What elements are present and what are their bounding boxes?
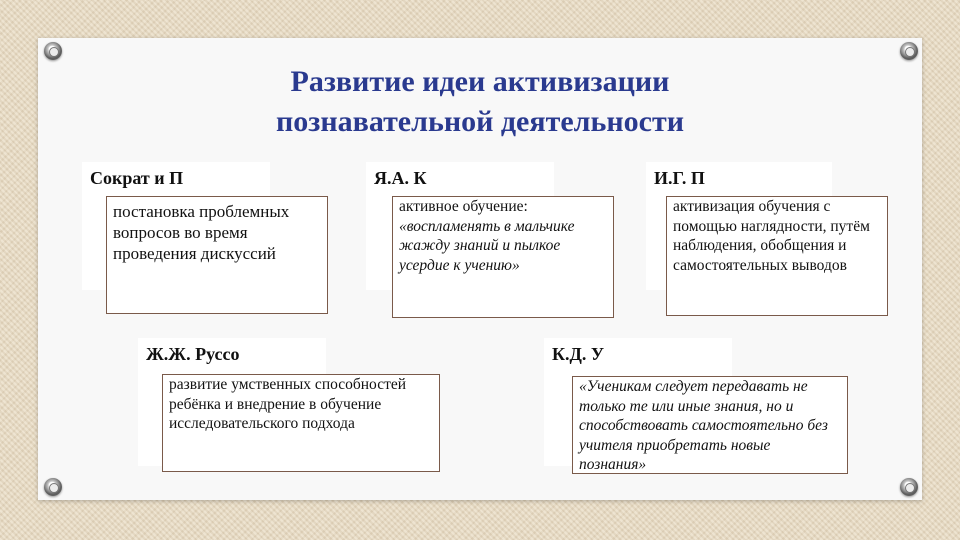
description-box-komensky [392, 196, 614, 318]
title-line-2: познавательной деятельности [276, 105, 684, 138]
description-box-pestalozzi [666, 196, 888, 316]
name-label: Я.А. К [374, 168, 427, 188]
name-label: К.Д. У [552, 344, 605, 364]
description-text: активизация обучения с помощью наглядности, путём наблюдения, обобщения и самостоятельных выводов [673, 198, 870, 274]
description-quote: «Ученикам следует передавать не только те или иные знания, но и способствовать самостоятельно без учителя приобретать новые познания» [579, 378, 828, 473]
description-text: постановка проблемных вопросов во время проведения дискуссий [113, 202, 290, 263]
name-label: Сократ и П [90, 168, 184, 188]
pin-icon [44, 42, 62, 60]
slide-title [130, 62, 830, 142]
description-text: развитие умственных способностей ребёнка и внедрение в обучение исследовательского подхода [169, 376, 407, 432]
name-label: Ж.Ж. Руссо [146, 344, 240, 364]
description-box-ushinsky [572, 376, 848, 474]
description-box-socrates [106, 196, 328, 314]
description-box-rousseau [162, 374, 440, 472]
description-quote: «воспламенять в мальчике жажду знаний и пылкое усердие к учению» [399, 217, 575, 274]
title-line-1: Развитие идеи активизации [290, 65, 670, 98]
pin-icon [900, 478, 918, 496]
pin-icon [900, 42, 918, 60]
name-label: И.Г. П [654, 168, 705, 188]
pin-icon [44, 478, 62, 496]
description-text: активное обучение: [399, 198, 528, 215]
